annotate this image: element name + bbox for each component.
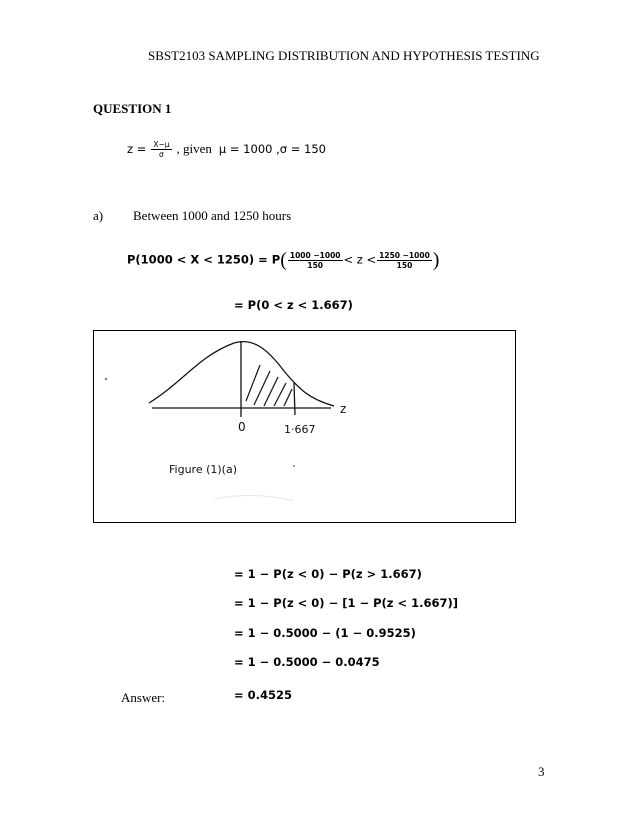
- step-5: = 1 − 0.5000 − 0.0475: [234, 655, 380, 669]
- z-value-line: [294, 383, 295, 415]
- tick-label-zero: 0: [238, 420, 246, 434]
- tick-label-z-value: 1·667: [284, 423, 316, 436]
- figure-caption: Figure (1)(a): [169, 463, 237, 476]
- step-3: = 1 − P(z < 0) − [1 − P(z < 1.667)]: [234, 596, 459, 610]
- step-1: = P(0 < z < 1.667): [234, 298, 353, 312]
- axis-label-z: z: [340, 402, 347, 416]
- z-formula-lhs: z =: [127, 142, 147, 157]
- probability-expression: [127, 250, 439, 270]
- answer-label: Answer:: [121, 690, 166, 705]
- fraction-1-denominator: 150: [307, 260, 324, 270]
- middle-inequality: < z <: [343, 252, 377, 267]
- prob-lhs: P(1000 < X < 1250) = P: [127, 252, 281, 267]
- fraction-1-numerator: 1000 −1000: [289, 250, 341, 260]
- step-2: = 1 − P(z < 0) − P(z > 1.667): [234, 567, 422, 581]
- open-paren: (: [280, 249, 287, 271]
- normal-curve-sketch: [94, 331, 515, 522]
- page-number: 3: [538, 764, 545, 779]
- z-formula-numerator: X−μ: [153, 140, 170, 149]
- answer-value: = 0.4525: [234, 688, 293, 702]
- close-paren: ): [432, 249, 440, 271]
- part-a-label: a): [93, 208, 104, 223]
- z-formula-fraction: [151, 140, 171, 159]
- fraction-2-denominator: 150: [396, 260, 413, 270]
- part-a-description: Between 1000 and 1250 hours: [133, 208, 292, 223]
- step-4: = 1 − 0.5000 − (1 − 0.9525): [234, 626, 416, 640]
- fraction-2: [377, 251, 432, 270]
- page-header: SBST2103 SAMPLING DISTRIBUTION AND HYPOTHESIS TESTING: [148, 48, 540, 63]
- z-formula-denominator: σ: [159, 150, 164, 159]
- given-text: , given: [176, 141, 212, 157]
- figure-normal-curve: [93, 330, 516, 523]
- question-heading: QUESTION 1: [93, 101, 172, 116]
- given-values: μ = 1000 ,σ = 150: [218, 142, 326, 157]
- z-formula: [127, 140, 326, 159]
- fraction-2-numerator: 1250 −1000: [379, 250, 430, 260]
- shaded-area-hatching: [246, 365, 292, 406]
- fraction-1: [288, 251, 343, 270]
